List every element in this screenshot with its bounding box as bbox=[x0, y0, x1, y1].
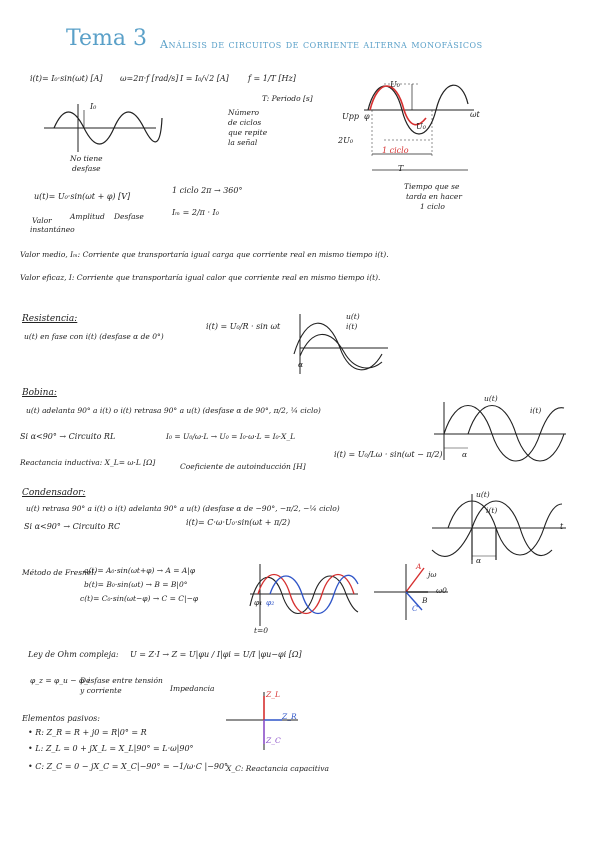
bobina-u-label: u(t) bbox=[484, 394, 498, 403]
fresnel-vC: C bbox=[412, 604, 418, 613]
resistencia-alpha: α bbox=[298, 360, 304, 369]
valor-eficaz: Valor eficaz, I: Corriente que transportaría igual calor que corriente real en mismo tiempo i(t). bbox=[20, 273, 381, 282]
bobina-header: Bobina: bbox=[22, 388, 57, 398]
title-number: Tema 3 bbox=[66, 26, 147, 51]
tiempo-1: Tiempo que se bbox=[404, 182, 460, 191]
ohm-desfase-2: y corriente bbox=[80, 686, 122, 695]
fresnel-t0: t=0 bbox=[254, 626, 269, 635]
I-med-label: Iₘ = 2/π · I₀ bbox=[172, 208, 219, 217]
elementos-zC: Z_C bbox=[266, 736, 281, 745]
condensador-alpha: α bbox=[476, 556, 482, 565]
elementos-L: • L: Z_L = 0 + jX_L = X_L|90° = L·ω|90° bbox=[28, 744, 194, 753]
tiempo-2: tarda en hacer bbox=[406, 192, 462, 201]
eq-omega: ω=2π·f [rad/s] bbox=[120, 74, 179, 83]
bobina-desc: u(t) adelanta 90° a i(t) o i(t) retrasa 90° a u(t) (desfase α de 90°, π/2, ¼ ciclo) bbox=[26, 406, 321, 415]
elementos-phasors bbox=[224, 690, 304, 754]
eq-i-t: i(t)= I₀·sin(ωt) [A] bbox=[30, 74, 103, 83]
bobina-alpha: α bbox=[462, 450, 468, 459]
U0-bottom-label: U₀ bbox=[416, 122, 426, 131]
eq-I-rms: I = I₀/√2 [A] bbox=[180, 74, 229, 83]
fresnel-eq-c: c(t)= C₀·sin(ωt−φ) → C = C|−φ bbox=[80, 594, 199, 603]
ohm-eq: U = Z·I → Z = U|φu / I|φi = U/I |φu−φi [Ω] bbox=[130, 650, 302, 659]
ohm-desfase-1: Desfase entre tensión bbox=[80, 676, 163, 685]
fresnel-waves bbox=[248, 560, 360, 632]
Upp-label: Upp bbox=[342, 112, 359, 121]
ciclo-label: 1 ciclo 2π → 360° bbox=[172, 186, 243, 195]
U0-label: U₀ bbox=[390, 80, 400, 89]
bobina-reactancia: Reactancia inductiva: X_L= ω·L [Ω] bbox=[20, 458, 156, 467]
condensador-t: t bbox=[560, 522, 564, 531]
fresnel-w0: ω0 bbox=[436, 586, 447, 595]
I0-label: I₀ bbox=[90, 102, 97, 111]
periodo-label: T: Periodo [s] bbox=[262, 94, 313, 103]
resistencia-formula: i(t) = U₀/R · sin ωt bbox=[206, 322, 281, 331]
bobina-xl-calc: I₀ = U₀/ω·L → U₀ = I₀·ω·L = I₀·X_L bbox=[166, 432, 296, 441]
2U0-label: 2U₀ bbox=[338, 136, 354, 145]
ohm-impedancia: Impedancia bbox=[170, 684, 215, 693]
condensador-desc: u(t) retrasa 90° a i(t) o i(t) adelanta 90° a u(t) (desfase α de −90°, −π/2, −¼ ciclo) bbox=[26, 504, 340, 513]
intro-upp-graph bbox=[350, 74, 480, 184]
fresnel-phi1: φ₁ bbox=[254, 598, 263, 607]
numero-ciclos-4: la señal bbox=[228, 138, 258, 147]
elementos-xc: X_C: Reactancia capacitiva bbox=[226, 764, 329, 773]
wt-label: ωt bbox=[470, 110, 480, 119]
resistencia-graph bbox=[290, 310, 390, 380]
fresnel-jw: jω bbox=[428, 570, 437, 579]
tiempo-3: 1 ciclo bbox=[420, 202, 445, 211]
fresnel-vB: B bbox=[422, 596, 428, 605]
eq-u-t: u(t)= U₀·sin(ωt + φ) [V] bbox=[34, 192, 131, 201]
bobina-formula: i(t) = U₀/Lω · sin(ωt − π/2) bbox=[334, 450, 443, 459]
condensador-formula: i(t)= C·ω·U₀·sin(ωt + π/2) bbox=[186, 518, 291, 527]
valor-inst-1: Valor bbox=[32, 216, 52, 225]
phi-label: φ bbox=[364, 112, 370, 121]
ohm-title: Ley de Ohm compleja: bbox=[28, 650, 119, 659]
fresnel-phi2: φ₂ bbox=[266, 598, 275, 607]
eq-f: f = 1/T [Hz] bbox=[248, 74, 296, 83]
T-label: T bbox=[398, 164, 404, 173]
elementos-zL: Z_L bbox=[266, 690, 280, 699]
numero-ciclos-1: Número bbox=[228, 108, 260, 117]
resistencia-header: Resistencia: bbox=[22, 314, 78, 324]
elementos-zR: Z_R bbox=[282, 712, 297, 721]
bobina-graph bbox=[430, 396, 570, 466]
resistencia-desc: u(t) en fase con i(t) (desfase α de 0°) bbox=[24, 332, 164, 341]
condensador-si: Si α<90° → Circuito RC bbox=[24, 522, 121, 531]
numero-ciclos-2: de ciclos bbox=[228, 118, 262, 127]
fresnel-title: Método de Fresnel: bbox=[22, 568, 97, 577]
fresnel-vA: A bbox=[416, 562, 422, 571]
condensador-header: Condensador: bbox=[22, 488, 86, 498]
condensador-u-label: u(t) bbox=[476, 490, 490, 499]
elementos-R: • R: Z_R = R + j0 = R|0° = R bbox=[28, 728, 147, 737]
title-subtitle: Análisis de circuitos de corriente alterna monofásicos bbox=[160, 38, 483, 51]
desfase-label: Desfase bbox=[114, 212, 144, 221]
elementos-title: Elementos pasivos: bbox=[22, 714, 100, 723]
un-ciclo-label: 1 ciclo bbox=[382, 146, 409, 155]
elementos-C: • C: Z_C = 0 − jX_C = X_C|−90° = −1/ω·C |−90° bbox=[28, 762, 229, 771]
no-fase-1: No tiene bbox=[70, 154, 103, 163]
resistencia-u-label: u(t) bbox=[346, 312, 360, 321]
condensador-i-label: i(t) bbox=[486, 506, 498, 515]
amplitud-label: Amplitud bbox=[70, 212, 105, 221]
bobina-coef: Coeficiente de autoinducción [H] bbox=[180, 462, 306, 471]
bobina-i-label: i(t) bbox=[530, 406, 542, 415]
valor-medio: Valor medio, Iₘ: Corriente que transportaría igual carga que corriente real en mismo tiempo i(t). bbox=[20, 250, 389, 259]
numero-ciclos-3: que repite bbox=[228, 128, 268, 137]
ohm-phi-eq: φ_z = φ_u − φ_i bbox=[30, 676, 91, 685]
no-fase-2: desfase bbox=[72, 164, 101, 173]
fresnel-eq-a: a(t)= A₀·sin(ωt+φ) → A = A|φ bbox=[84, 566, 196, 575]
fresnel-eq-b: b(t)= B₀·sin(ωt) → B = B|0° bbox=[84, 580, 188, 589]
intro-sine-graph bbox=[40, 98, 160, 158]
valor-inst-2: instantáneo bbox=[30, 225, 75, 234]
bobina-si: Si α<90° → Circuito RL bbox=[20, 432, 116, 441]
condensador-graph bbox=[428, 490, 568, 570]
resistencia-i-label: i(t) bbox=[346, 322, 358, 331]
